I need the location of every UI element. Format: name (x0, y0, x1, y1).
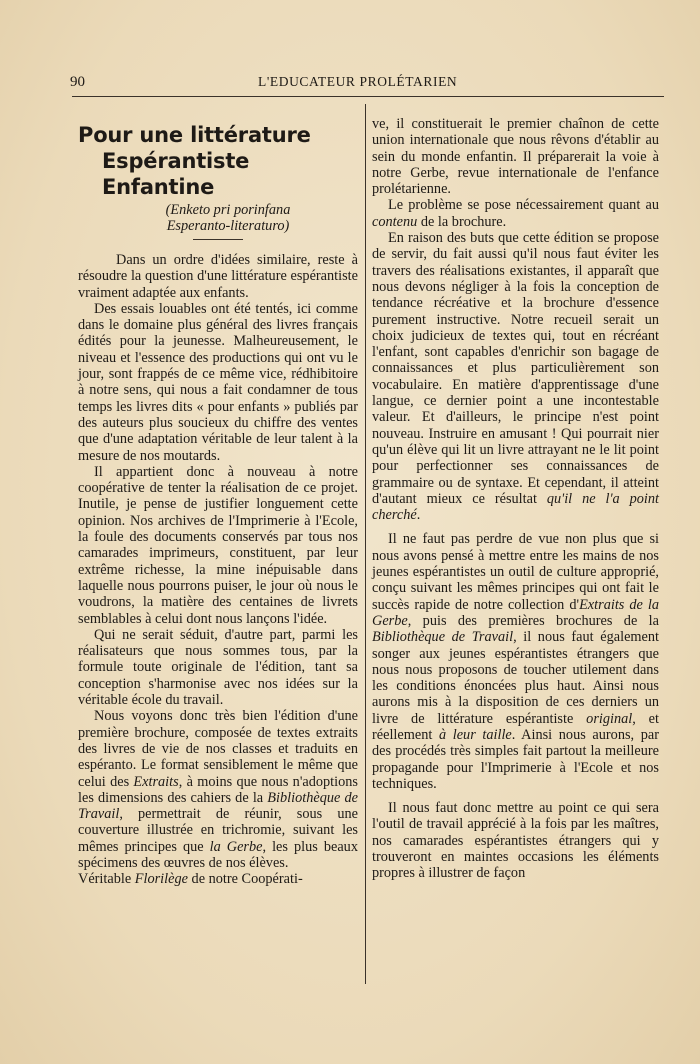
paragraph (372, 197, 659, 230)
page-header (70, 72, 662, 94)
running-title: L'EDUCATEUR PROLÉTARIEN (258, 74, 458, 89)
emphasis: Bibliothèque de Travail (78, 789, 359, 823)
article-title-line2: Espérantiste Enfantine (102, 149, 250, 199)
text-run: , permettrait de réunir, sous une couverture illustrée en trichromie, suivant les mêmes principes que (78, 806, 358, 855)
paragraph: ve, il constituerait le premier chaînon de cette union internationale que nous rêvons d'établir au sein du monde enfantin. Il préparerait la voie à notre Gerbe, revue internationale de l'enfance prolétarienne. (372, 116, 659, 198)
text-run: Nous voyons donc très bien l'édition d'une première brochure, composée de textes extraits des livres de vie de nos classes et traduits en espéranto. Le format sensiblement le même que celui des (78, 708, 358, 790)
text-run: Véritable (78, 871, 135, 888)
emphasis: original (586, 710, 633, 727)
paragraph: Il appartient donc à nouveau à notre coopérative de tenter la réalisation de ce projet. Inutile, je pense de justifier longuement cette opinion. Nos archives de l'Imprimerie à l'Ecole, la foule des documents conservés par tous nos camarades imprimeurs, constituent, par leur extrême richesse, la mine inépuisable dans laquelle nous pourrons puiser, le jour où nous le voudrons, la matière des centaines de livrets semblables à celui dont nous lançons l'idée. (78, 463, 358, 627)
paragraph (78, 708, 358, 871)
text-run: , puis des premières brochures de la (407, 612, 659, 629)
emphasis: qu'il ne l'a point cherché (372, 490, 659, 524)
paragraph: Qui ne serait séduit, d'autre part, parmi les réalisateurs que nous sommes tous, par la formule toute originale de l'édition, tant sa conception s'harmonise avec nos idées sur la véritable école du travail. (78, 626, 358, 709)
emphasis: Bibliothèque de Travail (372, 629, 514, 646)
text-run: . Ainsi nous aurons, par des procédés très simples fait partout la meilleure propagande pour l'Imprimerie à l'Ecole et nos techniques. (372, 726, 659, 792)
text-run: , et réellement (372, 710, 659, 743)
article-title-line1: Pour une littérature (78, 123, 311, 147)
paragraph (372, 531, 659, 792)
text-run: Le problème se pose nécessairement quant au (388, 197, 659, 214)
emphasis: Florilège (134, 871, 188, 888)
emphasis: à leur taille (438, 726, 512, 743)
column-divider (365, 104, 366, 984)
paragraph (372, 230, 659, 523)
title-rule (193, 239, 243, 240)
text-run: Il ne faut pas perdre de vue non plus que si nous avons pensé à mettre entre les mains de nos jeunes espérantistes un outil de culture approprié, conçu suivant les mêmes principes qui ont fait le succès rapide de notre collection d' (372, 531, 659, 613)
page-number: 90 (70, 74, 85, 90)
text-run: de la brochure. (417, 213, 507, 230)
text-run: , il nous faut également songer aux jeunes espérantistes étrangers que nous nous proposons de toucher utilement dans les conditions énoncées plus haut. Ainsi nous aurons mis à la disposition de ces derniers un livre de littérature espérantiste (372, 629, 659, 727)
subtitle-line2: Esperanto-literaturo) (166, 218, 290, 234)
paragraph: Dans un ordre d'idées similaire, reste à résoudre la question d'une littérature espérantiste vraiment adaptée aux enfants. (78, 252, 358, 301)
right-column (372, 116, 659, 882)
emphasis: Extraits (133, 773, 179, 790)
text-run: , les plus beaux spécimens des œuvres de nos élèves. (78, 838, 358, 871)
article-subtitle (78, 202, 358, 234)
emphasis: contenu (372, 213, 418, 230)
left-column (78, 118, 358, 888)
emphasis: la Gerbe (209, 838, 263, 855)
paragraph: Il nous faut donc mettre au point ce qui sera l'outil de travail apprécié à la fois par les maîtres, nos camarades espérantistes étrangers qui y trouveront en maintes occasions les éléments propres à illustrer de façon (372, 800, 659, 882)
text-run: de notre Coopérati- (187, 871, 303, 888)
paragraph: Des essais louables ont été tentés, ici comme dans le domaine plus général des livres français édités pour la jeunesse. Malheureusement, le niveau et l'essence des productions qui ont vu le jour, sont frappés de ce même vice, rédhibitoire à notre sens, qui nous a fait condamner de tous temps les livres dits « pour enfants » publiés par des auteurs plus soucieux du chiffre des ventes que d'une adaptation véritable de leur talent à la mesure de nos moutards. (78, 300, 358, 464)
header-rule (72, 96, 664, 97)
paragraph (78, 871, 358, 887)
text-run: , à moins que nous n'adoptions les dimensions des cahiers de la (78, 773, 358, 806)
text-run: . (416, 507, 421, 524)
article-title-block (78, 122, 358, 240)
text-run: En raison des buts que cette édition se propose de servir, du fait aussi qu'il nous faut éviter les travers des réalisations existantes, il apparaît que nous devons négliger à la fois la conception de tendance récréative et la brochure d'essence purement instructive. Notre recueil serait un choix judicieux de textes qui, tout en récréant l'enfant, sont capables d'enrichir son bagage de connaissances et plus particulièrement son vocabulaire. En matière d'apprentissage d'une langue, ce dernier point a une incontestable valeur. Et d'ailleurs, le principe n'est point nouveau. Instruire en amusant ! Qui pourrait nier qu'un élève qui lit un livre attrayant ne le lit point pour perfectionner ses connaissances de grammaire ou de syntaxe. Et cependant, il atteint d'autant mieux ce résultat (372, 230, 659, 507)
emphasis: Extraits de la Gerbe (372, 596, 659, 629)
subtitle-line1: (Enketo pri porinfana (165, 202, 291, 218)
